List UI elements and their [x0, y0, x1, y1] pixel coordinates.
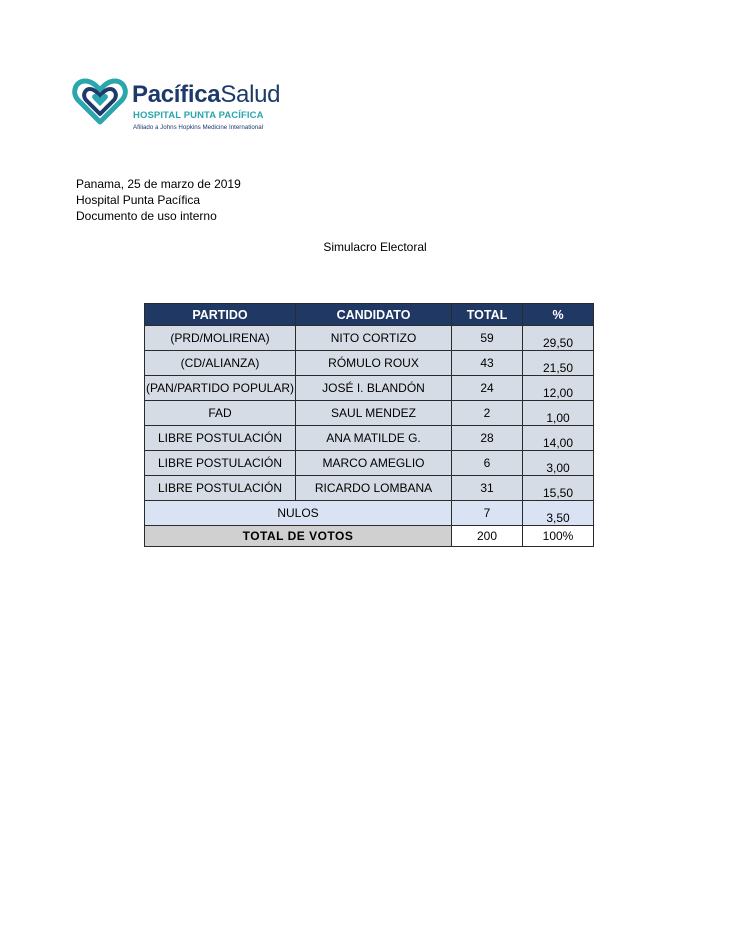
candidato-cell: NITO CORTIZO [296, 326, 452, 351]
total-cell: 31 [452, 476, 523, 501]
table-row [145, 376, 594, 401]
brand-name [132, 82, 280, 108]
heart-logo-icon [72, 78, 128, 126]
table-row [145, 401, 594, 426]
percent-cell: 12,00 [523, 376, 594, 401]
partido-cell: (CD/ALIANZA) [145, 351, 296, 376]
document-header [76, 176, 241, 224]
total-votos-row [145, 526, 594, 547]
total-votos-percent: 100% [523, 526, 594, 547]
usage-line: Documento de uso interno [76, 209, 217, 223]
col-header-candidato: CANDIDATO [296, 304, 452, 326]
total-cell: 6 [452, 451, 523, 476]
nulos-percent: 3,50 [523, 501, 594, 526]
nulos-total: 7 [452, 501, 523, 526]
candidato-cell: RÓMULO ROUX [296, 351, 452, 376]
nulos-row [145, 501, 594, 526]
partido-cell: FAD [145, 401, 296, 426]
table-row [145, 326, 594, 351]
total-votos-label: TOTAL DE VOTOS [145, 526, 452, 547]
partido-cell: (PRD/MOLIRENA) [145, 326, 296, 351]
brand-subtitle: HOSPITAL PUNTA PACÍFICA [133, 110, 264, 121]
total-cell: 28 [452, 426, 523, 451]
percent-cell: 15,50 [523, 476, 594, 501]
percent-cell: 21,50 [523, 351, 594, 376]
hospital-logo [72, 78, 282, 138]
percent-cell: 14,00 [523, 426, 594, 451]
col-header-total: TOTAL [452, 304, 523, 326]
percent-cell: 29,50 [523, 326, 594, 351]
results-table [144, 303, 594, 547]
table-header-row [145, 304, 594, 326]
brand-affiliation: Afiliado a Johns Hopkins Medicine International [133, 124, 264, 131]
percent-cell: 1,00 [523, 401, 594, 426]
candidato-cell: RICARDO LOMBANA [296, 476, 452, 501]
nulos-label: NULOS [145, 501, 452, 526]
table-row [145, 351, 594, 376]
total-cell: 2 [452, 401, 523, 426]
candidato-cell: SAUL MENDEZ [296, 401, 452, 426]
total-votos-total: 200 [452, 526, 523, 547]
total-cell: 43 [452, 351, 523, 376]
col-header-partido: PARTIDO [145, 304, 296, 326]
col-header-percent: % [523, 304, 594, 326]
partido-cell: (PAN/PARTIDO POPULAR) [145, 376, 296, 401]
table-row [145, 451, 594, 476]
partido-cell: LIBRE POSTULACIÓN [145, 476, 296, 501]
total-cell: 59 [452, 326, 523, 351]
candidato-cell: JOSÉ I. BLANDÓN [296, 376, 452, 401]
candidato-cell: ANA MATILDE G. [296, 426, 452, 451]
table-row [145, 426, 594, 451]
candidato-cell: MARCO AMEGLIO [296, 451, 452, 476]
partido-cell: LIBRE POSTULACIÓN [145, 451, 296, 476]
hospital-line: Hospital Punta Pacífica [76, 193, 201, 207]
brand-light: Salud [220, 81, 281, 108]
partido-cell: LIBRE POSTULACIÓN [145, 426, 296, 451]
date-line: Panama, 25 de marzo de 2019 [76, 177, 241, 191]
brand-bold: Pacífica [132, 81, 221, 108]
percent-cell: 3,00 [523, 451, 594, 476]
total-cell: 24 [452, 376, 523, 401]
table-row [145, 476, 594, 501]
document-title: Simulacro Electoral [323, 240, 427, 254]
